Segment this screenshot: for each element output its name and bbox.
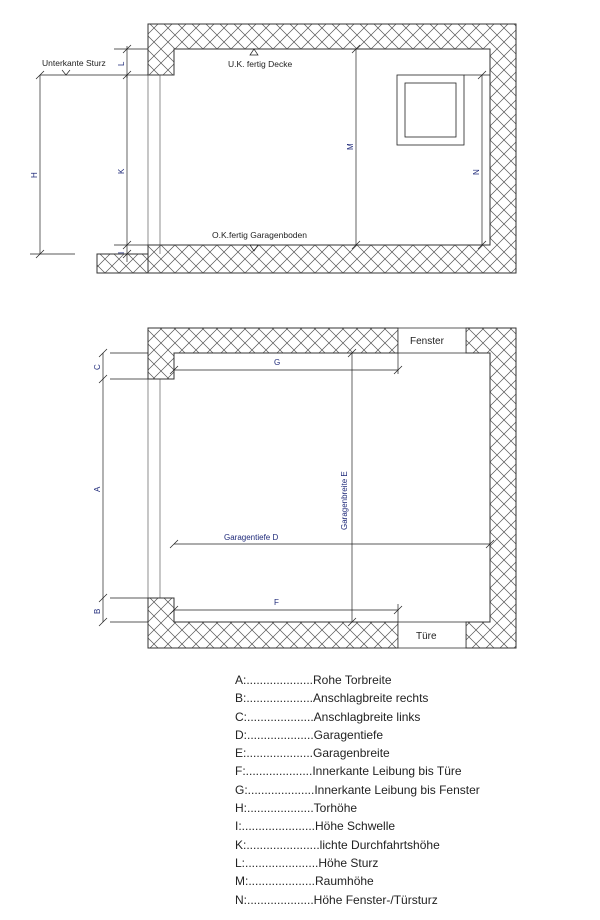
label-fenster: Fenster [410, 336, 444, 347]
label-uk-decke: U.K. fertig Decke [228, 59, 293, 69]
legend-item-K: K:......................lichte Durchfahrtshöhe [235, 837, 440, 852]
legend-item-I: I:......................Höhe Schwelle [235, 819, 396, 834]
label-unterkante-sturz: Unterkante Sturz [42, 58, 106, 68]
legend-item-D: D:....................Garagentiefe [235, 727, 384, 742]
legend-item-C: C:....................Anschlagbreite links [235, 709, 421, 724]
section-view [30, 24, 516, 273]
legend-item-A: A:....................Rohe Torbreite [235, 673, 392, 687]
section-window [397, 75, 464, 145]
plan-wall-bottom [148, 598, 398, 648]
legend-item-M: M:....................Raumhöhe [235, 874, 374, 889]
dim-K: K [117, 168, 126, 174]
dim-C: C [93, 364, 102, 370]
legend-item-G: G:....................Innerkante Leibung bis Fenster [235, 782, 480, 797]
plan-wall-right [466, 328, 516, 648]
plan-view [93, 328, 516, 648]
dim-L: L [117, 61, 126, 66]
dim-F: F [274, 598, 279, 607]
dim-M: M [346, 143, 355, 150]
legend-item-B: B:....................Anschlagbreite rechts [235, 691, 429, 706]
legend [235, 671, 575, 909]
dim-B: B [93, 608, 102, 614]
legend-item-F: F:....................Innerkante Leibung bis Türe [235, 764, 462, 779]
legend-item-L: L:......................Höhe Sturz [235, 855, 379, 870]
legend-item-E: E:....................Garagenbreite [235, 746, 390, 761]
dim-A: A [93, 486, 102, 492]
dim-H: H [30, 172, 39, 178]
dim-E: Garagenbreite E [340, 471, 349, 530]
dim-G: G [274, 358, 281, 367]
plan-wall-top [148, 328, 398, 379]
dim-D: Garagentiefe D [224, 533, 279, 542]
legend-item-N: N:....................Höhe Fenster-/Türsturz [235, 892, 438, 907]
label-ok-boden: O.K.fertig Garagenboden [212, 230, 307, 240]
label-tuere: Türe [416, 631, 437, 642]
legend-item-H: H:....................Torhöhe [235, 801, 358, 816]
dim-N: N [472, 169, 481, 175]
dim-I: I [117, 251, 126, 254]
